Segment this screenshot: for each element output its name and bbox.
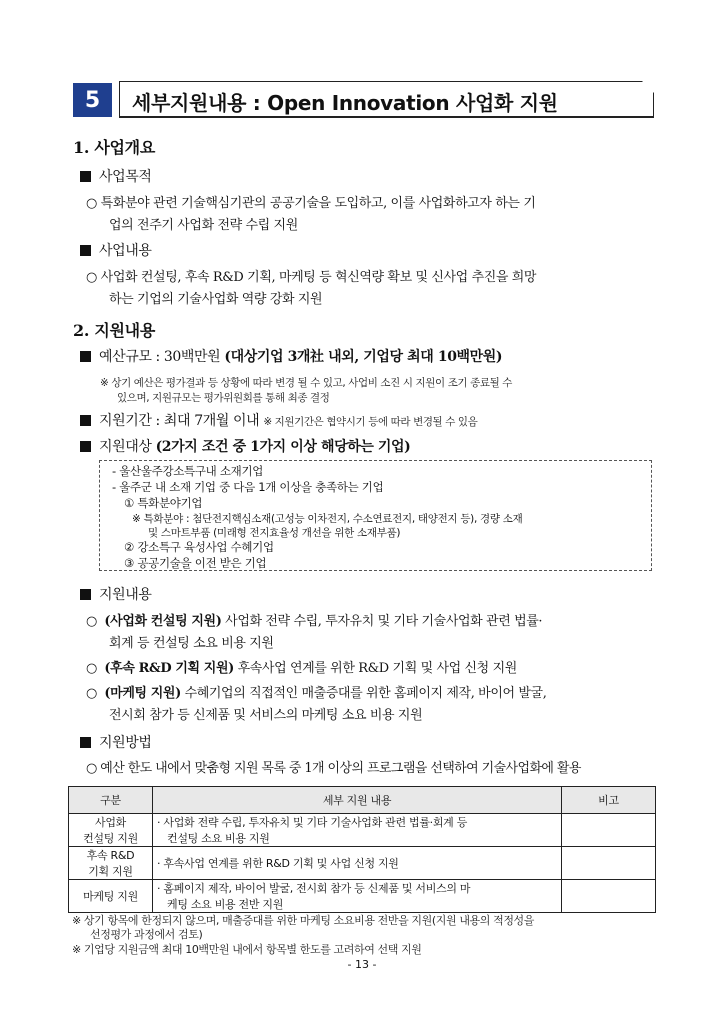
table-row [69, 814, 656, 847]
support-item-marketing-line2: 전시회 참가 등 신제품 및 서비스의 마케팅 소요 비용 지원 [109, 708, 423, 723]
table-cell-note [562, 847, 656, 880]
support-item-consulting-line2: 회계 등 컨설팅 소요 비용 지원 [109, 636, 274, 651]
support-item-rnd: ○ (후속 R&D 기획 지원) 후속사업 연계를 위한 R&D 기획 및 사업 신청 지원 [86, 661, 517, 676]
period-note: ※ 지원기간은 협약시기 등에 따라 변경될 수 있음 [263, 416, 478, 428]
table-row [69, 847, 656, 880]
support-item-marketing: ○ (마케팅 지원) 수혜기업의 직접적인 매출증대를 위한 홈페이지 제작, 바이어 발굴, [86, 686, 547, 701]
section-number-badge: 5 [73, 83, 112, 117]
criteria-item: - 울주군 내 소재 기업 중 다음 1개 이상을 충족하는 기업 [112, 480, 384, 494]
target-criteria-box [99, 460, 652, 571]
section-title: 세부지원내용 : Open Innovation 사업화 지원 [132, 91, 558, 115]
criteria-note: 및 스마트부품 (미래형 전지효율성 개선을 위한 소재부품) [148, 527, 401, 539]
square-bullet-icon [80, 589, 91, 600]
subheading-content: 사업내용 [80, 240, 152, 260]
criteria-item: ① 특화분야기업 [124, 496, 203, 510]
budget-note-line2: 있으며, 지원규모는 평가위원회를 통해 최종 결정 [117, 392, 330, 404]
target-condition: (2가지 조건 중 1가지 이상 해당하는 기업) [155, 439, 411, 455]
folded-corner-icon [642, 81, 654, 93]
purpose-text-line2: 업의 전주기 사업화 전략 수립 지원 [109, 218, 298, 233]
subheading-purpose: 사업목적 [80, 166, 152, 186]
support-table [68, 786, 656, 913]
bottom-note-line1b: 선정평가 과정에서 검토) [90, 928, 203, 941]
table-cell-detail: · 후속사업 연계를 위한 R&D 기획 및 사업 신청 지원 [153, 847, 562, 880]
method-text: ○ 예산 한도 내에서 맞춤형 지원 목록 중 1개 이상의 프로그램을 선택하여 기술사업화에 활용 [86, 761, 581, 776]
square-bullet-icon [80, 171, 91, 182]
budget-line: 예산규모 : 30백만원 (대상기업 3개社 내외, 기업당 최대 10백만원) [80, 346, 502, 366]
square-bullet-icon [80, 415, 91, 426]
target-line: 지원대상 (2가지 조건 중 1가지 이상 해당하는 기업) [80, 436, 410, 456]
heading-support-details: 2. 지원내용 [73, 321, 155, 340]
criteria-item: ② 강소특구 육성사업 수혜기업 [124, 540, 274, 554]
subheading-support-content: 지원내용 [80, 584, 152, 604]
budget-note-line1: ※ 상기 예산은 평가결과 등 상황에 따라 변경 될 수 있고, 사업비 소진 시 지원이 조기 종료될 수 [100, 377, 513, 389]
table-header-row [69, 787, 656, 814]
table-cell-category: 사업화 컨설팅 지원 [69, 814, 153, 847]
table-cell-note [562, 814, 656, 847]
subheading-method: 지원방법 [80, 732, 152, 752]
content-text-line1: ○ 사업화 컨설팅, 후속 R&D 기획, 마케팅 등 혁신역량 확보 및 신사업 추진을 희망 [86, 270, 537, 285]
table-header: 세부 지원 내용 [153, 787, 562, 814]
table-cell-note [562, 880, 656, 913]
period-line: 지원기간 : 최대 7개월 이내 ※ 지원기간은 협약시기 등에 따라 변경될 수 있음 [80, 410, 477, 430]
criteria-item: - 울산울주강소특구내 소재기업 [112, 464, 264, 478]
criteria-note: ※ 특화분야 : 첨단전지핵심소재(고성능 이차전지, 수소연료전지, 태양전지 등), 경량 소재 [132, 513, 523, 525]
table-cell-detail: · 사업화 전략 수립, 투자유치 및 기타 기술사업화 관련 법률·회계 등 컨설팅 소요 비용 지원 [153, 814, 562, 847]
section-title-box [119, 81, 654, 118]
table-row [69, 880, 656, 913]
criteria-item: ③ 공공기술을 이전 받은 기업 [124, 556, 267, 570]
content-text-line2: 하는 기업의 기술사업화 역량 강화 지원 [109, 292, 323, 307]
square-bullet-icon [80, 737, 91, 748]
square-bullet-icon [80, 441, 91, 452]
table-cell-category: 마케팅 지원 [69, 880, 153, 913]
support-item-consulting: ○ (사업화 컨설팅 지원) 사업화 전략 수립, 투자유치 및 기타 기술사업화 관련 법률· [86, 614, 543, 629]
bottom-note-line1: ※ 상기 항목에 한정되지 않으며, 매출증대를 위한 마케팅 소요비용 전반을 지원(지원 내용의 적정성을 [72, 914, 535, 927]
square-bullet-icon [80, 351, 91, 362]
heading-business-overview: 1. 사업개요 [73, 138, 155, 157]
table-cell-detail: · 홈페이지 제작, 바이어 발굴, 전시회 참가 등 신제품 및 서비스의 마 케팅 소요 비용 전반 지원 [153, 880, 562, 913]
table-header: 구분 [69, 787, 153, 814]
purpose-text-line1: ○ 특화분야 관련 기술핵심기관의 공공기술을 도입하고, 이를 사업화하고자 하는 기 [86, 196, 536, 211]
square-bullet-icon [80, 245, 91, 256]
page-number: - 13 - [347, 958, 377, 971]
bottom-note-line2: ※ 기업당 지원금액 최대 10백만원 내에서 항목별 한도를 고려하여 선택 지원 [72, 943, 422, 956]
table-cell-category: 후속 R&D 기획 지원 [69, 847, 153, 880]
table-header: 비고 [562, 787, 656, 814]
budget-detail: (대상기업 3개社 내외, 기업당 최대 10백만원) [224, 349, 503, 365]
